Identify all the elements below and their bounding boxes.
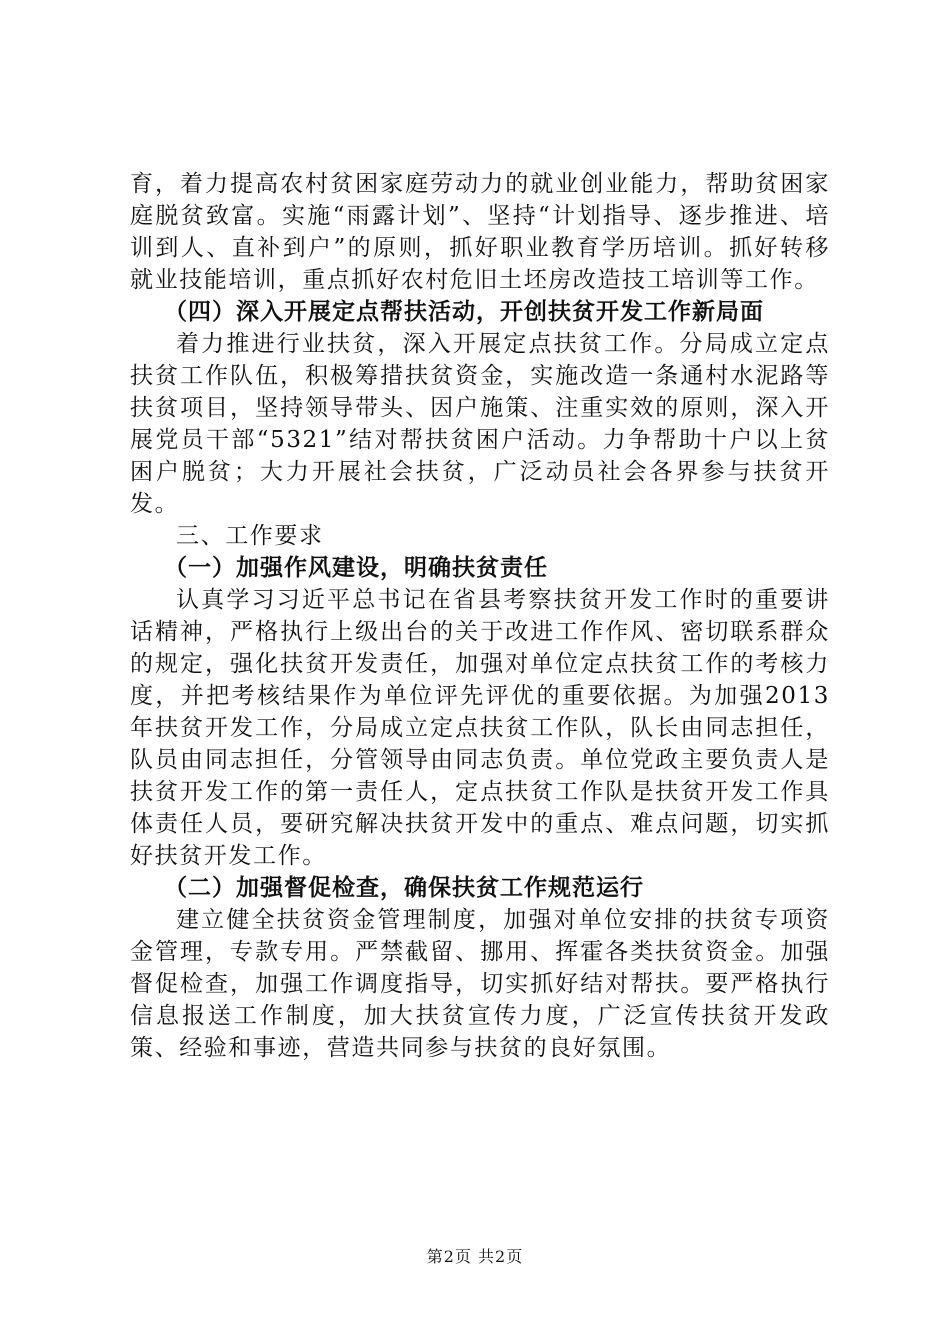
heading-section-4: （四）深入开展定点帮扶活动，开创扶贫开发工作新局面 bbox=[164, 299, 764, 325]
paragraph-continued: 育，着力提高农村贫困家庭劳动力的就业创业能力，帮助贫困家庭脱贫致富。实施“雨露计划”、坚持“计划指导、逐步推进、培训到人、直补到户”的原则，抓好职业教育学历培训。抓好转移就业技能培训，重点抓好农村危旧土坯房改造技工培训等工作。 bbox=[130, 171, 830, 293]
document-body bbox=[130, 168, 830, 1064]
paragraph-section-4: 着力推进行业扶贫，深入开展定点扶贫工作。分局成立定点扶贫工作队伍，积极筹措扶贫资金，实施改造一条通村水泥路等扶贫项目，坚持领导带头、因户施策、注重实效的原则，深入开展党员干部“5321”结对帮扶贫困户活动。力争帮助十户以上贫困户脱贫；大力开展社会扶贫，广泛动员社会各界参与扶贫开发。 bbox=[130, 331, 830, 517]
paragraph-subsection-3-1: 认真学习习近平总书记在省县考察扶贫开发工作时的重要讲话精神，严格执行上级出台的关于改进工作作风、密切联系群众的规定，强化扶贫开发责任，加强对单位定点扶贫工作的考核力度，并把考核结果作为单位评先评优的重要依据。为加强2013年扶贫开发工作，分局成立定点扶贫工作队，队长由同志担任，队员由同志担任，分管领导由同志负责。单位党政主要负责人是扶贫开发工作的第一责任人，定点扶贫工作队是扶贫开发工作具体责任人员，要研究解决扶贫开发中的重点、难点问题，切实抓好扶贫开发工作。 bbox=[130, 587, 830, 869]
page-footer: 第2页 共2页 bbox=[426, 1247, 524, 1266]
section-title-3: 三、工作要求 bbox=[176, 523, 324, 549]
heading-subsection-3-1: （一）加强作风建设，明确扶贫责任 bbox=[164, 555, 548, 581]
heading-subsection-3-2: （二）加强督促检查，确保扶贫工作规范运行 bbox=[164, 875, 644, 901]
paragraph-subsection-3-2: 建立健全扶贫资金管理制度，加强对单位安排的扶贫专项资金管理，专款专用。严禁截留、挪用、挥霍各类扶贫资金。加强督促检查，加强工作调度指导，切实抓好结对帮扶。要严格执行信息报送工作制度，加大扶贫宣传力度，广泛宣传扶贫开发政策、经验和事迹，营造共同参与扶贫的良好氛围。 bbox=[130, 907, 830, 1061]
